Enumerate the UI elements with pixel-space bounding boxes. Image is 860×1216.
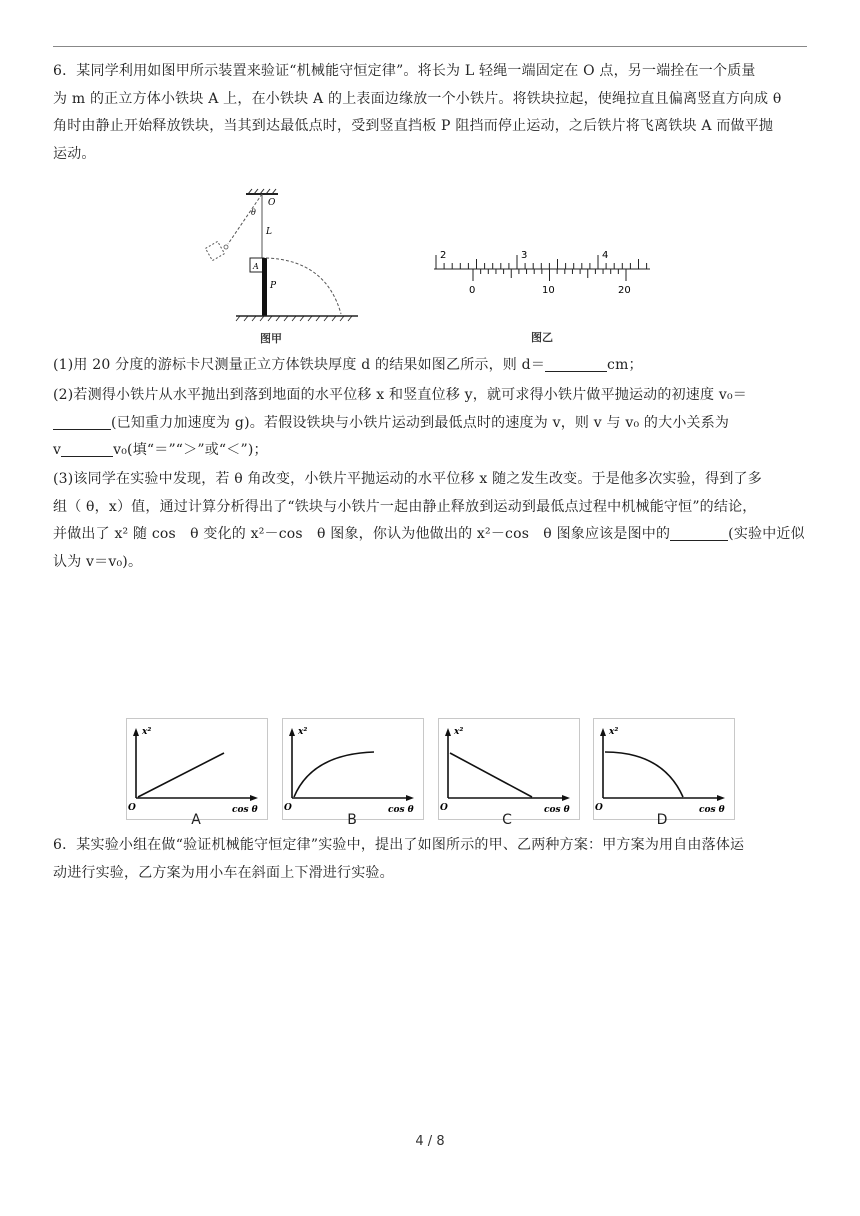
sub3-line-1: (3)该同学在实验中发现，若 θ 角改变，小铁片平抛运动的水平位移 x 随之发生改变。于是他多次实验，得到了多 <box>53 471 762 487</box>
sub3-line-4: 认为 v＝v₀)。 <box>53 553 143 570</box>
trajectory <box>266 258 341 314</box>
graph-b-curve <box>294 752 374 797</box>
figure-yi-caption: 图乙 <box>531 331 553 344</box>
sub2-line-3-tail: v₀(填“＝”“＞”或“＜”)； <box>113 442 268 458</box>
figure-jia-caption: 图甲 <box>260 332 282 345</box>
graph-b-ylabel: x² <box>298 727 308 737</box>
figure-yi-vernier <box>428 244 658 350</box>
question-6-stem <box>53 58 807 168</box>
displaced-block <box>205 241 224 260</box>
graph-a-origin: O <box>128 803 136 813</box>
graph-c-curve <box>450 753 532 797</box>
q6-line-1: 6．某同学利用如图甲所示装置来验证“机械能守恒定律”。将长为 L 轻绳一端固定在 O 点，另一端拴在一个质量 <box>53 63 756 79</box>
graph-b-origin: O <box>284 803 292 813</box>
vernier-label-0: 0 <box>469 285 476 296</box>
graph-d-origin: O <box>595 803 603 813</box>
graph-c <box>438 718 578 818</box>
sub-question-2 <box>53 382 807 465</box>
graph-a <box>126 718 266 818</box>
answer-blank-compare[interactable] <box>61 440 113 457</box>
sub2-line-1: (2)若测得小铁片从水平抛出到落到地面的水平位移 x 和竖直位移 y，就可求得小铁片做平抛运动的初速度 v₀＝ <box>53 387 747 403</box>
q6b-line-1: 6．某实验小组在做“验证机械能守恒定律”实验中，提出了如图所示的甲、乙两种方案：甲方案为用自由落体运 <box>53 837 745 853</box>
label-theta: θ <box>251 208 256 217</box>
label-a: A <box>253 262 259 271</box>
page-number: 4 / 8 <box>415 1134 445 1149</box>
answer-blank-d[interactable] <box>545 355 607 372</box>
option-b-label: B <box>347 812 357 828</box>
vernier-label-20: 20 <box>618 285 631 296</box>
option-d-label: D <box>656 812 668 828</box>
sub2-line-3-head: v <box>53 442 62 458</box>
graph-b-xlabel: cos θ <box>388 805 414 815</box>
sub-question-1 <box>53 352 807 380</box>
vernier-label-10: 10 <box>542 285 555 296</box>
figure-jia-apparatus <box>196 188 376 348</box>
sub1-tail: cm； <box>607 357 643 373</box>
graph-d-xlabel: cos θ <box>699 805 725 815</box>
option-a-label: A <box>191 812 201 828</box>
q6-line-2: 为 m 的正立方体小铁块 A 上，在小铁块 A 的上表面边缘放一个小铁片。将铁块拉起，使绳拉直且偏离竖直方向成 θ <box>53 90 782 107</box>
graph-a-curve <box>138 753 224 797</box>
answer-blank-graph[interactable] <box>670 524 728 541</box>
sub3-line-3: 并做出了 x² 随 cos θ 变化的 x²－cos θ 图象，你认为他做出的 x²－cos θ 图象应该是图中的 <box>53 526 671 542</box>
q6-line-4: 运动。 <box>53 145 96 162</box>
graph-d-ylabel: x² <box>609 727 619 737</box>
sub2-line-2: (已知重力加速度为 g)。若假设铁块与小铁片运动到最低点时的速度为 v，则 v 与 v₀ 的大小关系为 <box>111 414 730 431</box>
graph-c-origin: O <box>440 803 448 813</box>
graph-a-xlabel: cos θ <box>232 805 258 815</box>
graph-d <box>593 718 733 818</box>
baffle-p <box>262 258 267 316</box>
graph-a-ylabel: x² <box>142 727 152 737</box>
sub3-line-3-tail: (实验中近似 <box>728 526 805 542</box>
graph-c-ylabel: x² <box>454 727 464 737</box>
q6b-line-2: 动进行实验，乙方案为用小车在斜面上下滑进行实验。 <box>53 864 394 881</box>
main-label-4: 4 <box>602 250 609 261</box>
main-label-2: 2 <box>440 250 447 261</box>
graph-d-curve <box>605 752 683 797</box>
sub1-text: (1)用 20 分度的游标卡尺测量正立方体铁块厚度 d 的结果如图乙所示，则 d＝ <box>53 357 546 373</box>
graph-c-xlabel: cos θ <box>544 805 570 815</box>
q6-line-3: 角时由静止开始释放铁块，当其到达最低点时，受到竖直挡板 P 阻挡而停止运动，之后铁片将飞离铁块 A 而做平抛 <box>53 118 774 134</box>
label-o: O <box>268 198 276 208</box>
sub-question-3 <box>53 466 807 576</box>
option-c-label: C <box>502 812 512 828</box>
graph-b <box>282 718 422 818</box>
header-rule <box>53 46 807 47</box>
label-l: L <box>266 227 272 237</box>
sub3-line-2: 组（ θ，x）值，通过计算分析得出了“铁块与小铁片一起由静止释放到运动到最低点过程中机械能守恒”的结论， <box>53 498 757 515</box>
main-label-3: 3 <box>521 250 528 261</box>
label-p: P <box>270 281 277 291</box>
answer-blank-v0[interactable] <box>53 413 111 430</box>
question-6b-stem <box>53 832 807 887</box>
